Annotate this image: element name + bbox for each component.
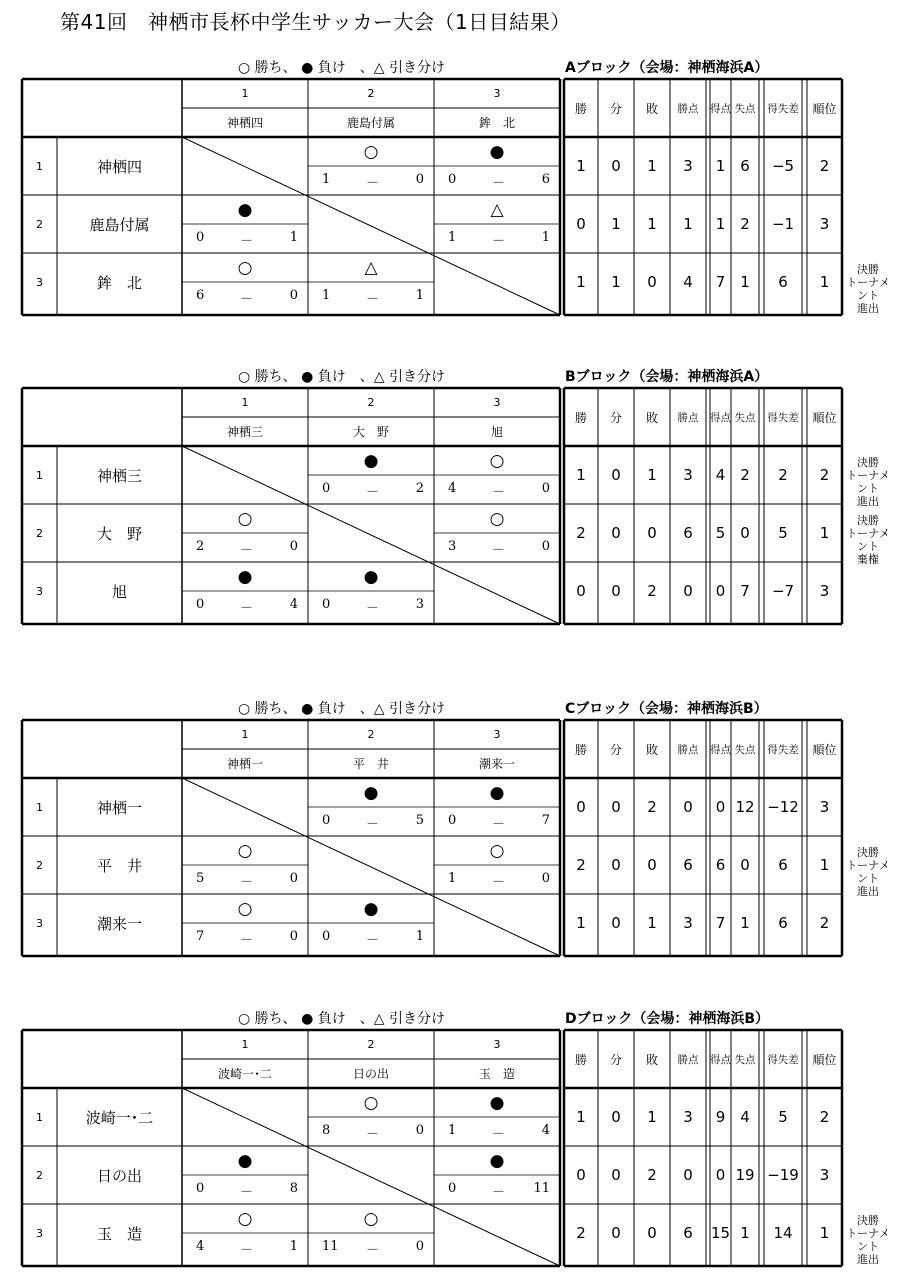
result-mark: ● <box>237 1150 253 1171</box>
score-dash: － <box>366 1127 380 1142</box>
stat-header: 得点 <box>710 743 731 756</box>
stat-value: 2 <box>740 466 750 484</box>
stat-value: 7 <box>715 273 726 291</box>
stat-value: 0 <box>611 1108 621 1126</box>
score-for: 1 <box>448 871 457 886</box>
score-against: 0 <box>289 288 298 303</box>
stat-value: 0 <box>611 1224 621 1242</box>
block-table <box>22 79 842 315</box>
row-team-name: 神栖一 <box>96 798 142 817</box>
score-against: 0 <box>415 1239 424 1254</box>
stat-value: 0 <box>715 1166 726 1184</box>
score-dash: － <box>366 933 380 948</box>
score-for: 0 <box>322 481 331 496</box>
column-number: 3 <box>493 87 501 100</box>
stat-header: 勝 <box>574 410 587 425</box>
result-mark: ○ <box>363 1208 379 1229</box>
block-table <box>22 388 842 624</box>
result-mark: ○ <box>489 508 505 529</box>
stat-value: 7 <box>715 914 726 932</box>
stat-value: 14 <box>773 1224 793 1242</box>
block-table <box>22 720 842 956</box>
stat-value: 1 <box>647 157 657 175</box>
stat-header: 得失差 <box>767 743 799 756</box>
score-for: 1 <box>448 1123 457 1138</box>
result-mark: ● <box>489 1150 505 1171</box>
stat-value: 1 <box>576 157 586 175</box>
result-mark: ● <box>363 450 379 471</box>
stat-value: 1 <box>576 273 586 291</box>
stat-value: 2 <box>576 524 586 542</box>
qualification-note: 決勝 トーナメント 進出 <box>846 263 890 315</box>
score-dash: － <box>492 485 506 500</box>
score-for: 7 <box>196 929 205 944</box>
block-label: Aブロック（会場：神栖海浜A） <box>565 60 769 76</box>
score-dash: － <box>240 933 254 948</box>
score-for: 6 <box>196 288 205 303</box>
column-number: 2 <box>367 1038 375 1051</box>
stat-value: 2 <box>819 466 830 484</box>
row-team-name: 玉 造 <box>96 1224 142 1243</box>
stat-header: 失点 <box>734 743 756 756</box>
stat-value: 15 <box>710 1224 731 1242</box>
stat-header: 敗 <box>645 742 658 757</box>
score-against: 0 <box>541 481 550 496</box>
score-dash: － <box>366 601 380 616</box>
stat-value: 1 <box>740 914 750 932</box>
column-number: 3 <box>493 1038 501 1051</box>
score-against: 2 <box>415 481 424 496</box>
column-team-name: 神栖一 <box>226 757 263 771</box>
stat-value: 3 <box>819 1166 830 1184</box>
stat-value: 1 <box>819 856 830 874</box>
score-for: 4 <box>196 1239 205 1254</box>
row-number: 2 <box>36 526 43 540</box>
stat-value: 6 <box>740 157 750 175</box>
stat-value: 1 <box>576 466 586 484</box>
stat-value: 1 <box>740 273 750 291</box>
stat-value: 9 <box>715 1108 726 1126</box>
row-team-name: 神栖三 <box>96 466 142 485</box>
column-team-name: 神栖三 <box>226 425 263 439</box>
stat-value: 1 <box>576 1108 586 1126</box>
stat-header: 失点 <box>734 411 756 424</box>
stat-value: −7 <box>771 582 795 600</box>
stat-header: 分 <box>609 742 622 757</box>
stat-value: 1 <box>683 215 693 233</box>
stat-value: 1 <box>715 157 726 175</box>
stat-header: 敗 <box>645 1052 658 1067</box>
stat-value: 5 <box>715 524 726 542</box>
score-for: 5 <box>196 871 205 886</box>
stat-header: 得失差 <box>767 1053 799 1066</box>
row-team-name: 平 井 <box>96 856 142 875</box>
stat-value: 0 <box>611 582 621 600</box>
row-number: 1 <box>36 1110 43 1124</box>
score-against: 0 <box>541 871 550 886</box>
result-mark: ● <box>489 782 505 803</box>
score-dash: － <box>492 1127 506 1142</box>
stat-value: 0 <box>683 1166 693 1184</box>
score-dash: － <box>366 292 380 307</box>
stat-value: 3 <box>683 914 693 932</box>
column-team-name: 潮来一 <box>478 757 515 771</box>
stat-header: 得失差 <box>767 411 799 424</box>
stat-value: 2 <box>647 798 657 816</box>
stat-value: 0 <box>611 856 621 874</box>
score-dash: － <box>366 176 380 191</box>
stat-value: 0 <box>611 466 621 484</box>
stat-value: 2 <box>778 466 788 484</box>
legend: ○ 勝ち、 ● 負け 、△ 引き分け <box>238 1011 445 1027</box>
score-dash: － <box>492 875 506 890</box>
column-team-name: 平 井 <box>352 757 389 771</box>
row-number: 3 <box>36 1226 43 1240</box>
stat-header: 分 <box>609 410 622 425</box>
score-dash: － <box>240 543 254 558</box>
column-team-name: 旭 <box>490 425 503 439</box>
result-mark: ● <box>237 199 253 220</box>
stat-value: 1 <box>715 215 726 233</box>
stat-header: 敗 <box>645 101 658 116</box>
stat-value: 19 <box>735 1166 755 1184</box>
stat-header: 勝 <box>574 1052 587 1067</box>
block-label: Dブロック（会場：神栖海浜B） <box>565 1011 770 1027</box>
column-number: 1 <box>241 87 249 100</box>
row-team-name: 潮来一 <box>96 914 142 933</box>
score-for: 0 <box>448 172 457 187</box>
stat-value: 6 <box>715 856 726 874</box>
stat-value: 1 <box>740 1224 750 1242</box>
column-team-name: 神栖四 <box>226 116 263 130</box>
stat-value: 0 <box>611 914 621 932</box>
row-number: 3 <box>36 916 43 930</box>
score-for: 4 <box>448 481 457 496</box>
stat-header: 得点 <box>710 1053 731 1066</box>
score-for: 0 <box>322 597 331 612</box>
stat-value: 1 <box>647 466 657 484</box>
column-team-name: 鹿島付属 <box>346 116 395 130</box>
stat-value: 4 <box>715 466 726 484</box>
stat-value: 2 <box>740 215 750 233</box>
stat-header: 失点 <box>734 1053 756 1066</box>
stat-value: 0 <box>611 524 621 542</box>
column-number: 2 <box>367 728 375 741</box>
stat-value: 2 <box>647 582 657 600</box>
score-dash: － <box>366 1243 380 1258</box>
score-for: 0 <box>322 929 331 944</box>
stat-header: 順位 <box>812 101 837 116</box>
score-dash: － <box>240 1185 254 1200</box>
legend: ○ 勝ち、 ● 負け 、△ 引き分け <box>238 60 445 76</box>
stat-value: 0 <box>647 856 657 874</box>
score-against: 1 <box>541 230 550 245</box>
stat-value: 3 <box>819 582 830 600</box>
stat-value: 3 <box>683 466 693 484</box>
result-mark: ● <box>489 141 505 162</box>
stat-value: 1 <box>611 215 621 233</box>
score-for: 0 <box>322 813 331 828</box>
stat-value: 2 <box>647 1166 657 1184</box>
stat-value: 0 <box>683 798 693 816</box>
row-number: 2 <box>36 1168 43 1182</box>
result-mark: ○ <box>237 257 253 278</box>
column-number: 3 <box>493 396 501 409</box>
score-against: 7 <box>541 813 550 828</box>
stat-value: 0 <box>740 524 750 542</box>
result-mark: ● <box>363 898 379 919</box>
stat-value: 5 <box>778 524 788 542</box>
row-team-name: 旭 <box>111 582 127 601</box>
legend: ○ 勝ち、 ● 負け 、△ 引き分け <box>238 369 445 385</box>
score-for: 11 <box>322 1239 339 1254</box>
result-mark: ○ <box>363 1092 379 1113</box>
column-number: 1 <box>241 396 249 409</box>
stat-value: 2 <box>819 914 830 932</box>
stat-value: 4 <box>740 1108 750 1126</box>
stat-value: 2 <box>576 856 586 874</box>
stat-value: 3 <box>683 1108 693 1126</box>
score-against: 5 <box>415 813 424 828</box>
result-mark: ● <box>489 1092 505 1113</box>
score-against: 1 <box>415 929 424 944</box>
column-team-name: 波崎一･二 <box>217 1067 272 1081</box>
stat-value: 3 <box>683 157 693 175</box>
stat-value: 6 <box>683 856 693 874</box>
stat-value: 0 <box>647 1224 657 1242</box>
score-for: 0 <box>448 813 457 828</box>
stat-value: −5 <box>771 157 795 175</box>
stat-header: 順位 <box>812 410 837 425</box>
score-against: 6 <box>541 172 550 187</box>
score-against: 0 <box>541 539 550 554</box>
qualification-note: 決勝 トーナメント 進出 <box>846 846 890 898</box>
score-dash: － <box>492 817 506 832</box>
score-against: 0 <box>289 871 298 886</box>
row-team-name: 神栖四 <box>96 157 142 176</box>
stat-value: −19 <box>767 1166 799 1184</box>
stat-value: 1 <box>611 273 621 291</box>
stat-value: 12 <box>735 798 755 816</box>
stat-header: 得点 <box>710 411 731 424</box>
stat-value: −1 <box>771 215 795 233</box>
stat-value: 1 <box>647 1108 657 1126</box>
score-for: 1 <box>448 230 457 245</box>
stat-value: 0 <box>611 1166 621 1184</box>
result-mark: ○ <box>237 1208 253 1229</box>
stat-value: 0 <box>647 524 657 542</box>
stat-header: 順位 <box>812 742 837 757</box>
score-against: 1 <box>289 1239 298 1254</box>
stat-value: 1 <box>819 273 830 291</box>
stat-value: 0 <box>576 582 586 600</box>
result-mark: ● <box>363 566 379 587</box>
result-mark: ○ <box>237 898 253 919</box>
stat-header: 敗 <box>645 410 658 425</box>
score-dash: － <box>492 1185 506 1200</box>
row-number: 1 <box>36 159 43 173</box>
score-for: 0 <box>448 1181 457 1196</box>
column-team-name: 玉 造 <box>478 1067 515 1081</box>
row-number: 2 <box>36 217 43 231</box>
stat-value: 0 <box>576 1166 586 1184</box>
stat-value: 1 <box>647 215 657 233</box>
result-mark: △ <box>364 257 378 278</box>
stat-value: 1 <box>576 914 586 932</box>
column-number: 2 <box>367 87 375 100</box>
stat-header: 勝点 <box>677 411 699 424</box>
score-dash: － <box>366 485 380 500</box>
column-number: 3 <box>493 728 501 741</box>
score-against: 8 <box>289 1181 298 1196</box>
qualification-note: 決勝 トーナメント 棄権 <box>846 514 890 566</box>
score-for: 1 <box>322 172 331 187</box>
score-for: 2 <box>196 539 205 554</box>
score-dash: － <box>492 234 506 249</box>
score-for: 0 <box>196 230 205 245</box>
stat-value: 1 <box>819 524 830 542</box>
legend: ○ 勝ち、 ● 負け 、△ 引き分け <box>238 701 445 717</box>
stat-value: 3 <box>819 798 830 816</box>
stat-value: 6 <box>683 1224 693 1242</box>
score-against: 1 <box>289 230 298 245</box>
qualification-note: 決勝 トーナメント 進出 <box>846 456 890 508</box>
result-mark: ● <box>363 782 379 803</box>
qualification-note: 決勝 トーナメント 進出 <box>846 1214 890 1266</box>
score-against: 1 <box>415 288 424 303</box>
score-dash: － <box>492 543 506 558</box>
score-against: 4 <box>289 597 298 612</box>
stat-header: 分 <box>609 101 622 116</box>
stat-value: −12 <box>767 798 799 816</box>
stat-value: 6 <box>778 856 788 874</box>
stat-header: 得点 <box>710 102 731 115</box>
stat-header: 失点 <box>734 102 756 115</box>
score-against: 11 <box>533 1181 550 1196</box>
column-number: 1 <box>241 1038 249 1051</box>
result-mark: ○ <box>237 508 253 529</box>
stat-value: 5 <box>778 1108 788 1126</box>
score-dash: － <box>240 234 254 249</box>
score-dash: － <box>240 601 254 616</box>
score-against: 0 <box>415 172 424 187</box>
score-for: 8 <box>322 1123 331 1138</box>
block-label: Cブロック（会場：神栖海浜B） <box>565 701 768 717</box>
row-number: 1 <box>36 800 43 814</box>
row-team-name: 鹿島付属 <box>89 215 150 234</box>
row-number: 3 <box>36 584 43 598</box>
score-against: 0 <box>415 1123 424 1138</box>
result-mark: ○ <box>363 141 379 162</box>
score-against: 4 <box>541 1123 550 1138</box>
stat-value: 7 <box>740 582 750 600</box>
score-dash: － <box>240 292 254 307</box>
row-team-name: 波崎一･二 <box>85 1108 154 1127</box>
score-dash: － <box>240 1243 254 1258</box>
score-dash: － <box>240 875 254 890</box>
stat-value: 6 <box>778 914 788 932</box>
result-mark: ○ <box>489 450 505 471</box>
stat-value: 0 <box>740 856 750 874</box>
page-title: 第41回 神栖市長杯中学生サッカー大会（1日目結果） <box>60 10 571 34</box>
block-table <box>22 1030 842 1266</box>
stat-value: 0 <box>576 215 586 233</box>
score-dash: － <box>366 817 380 832</box>
stat-value: 6 <box>778 273 788 291</box>
stat-header: 分 <box>609 1052 622 1067</box>
row-number: 2 <box>36 858 43 872</box>
stat-header: 勝点 <box>677 102 699 115</box>
stat-header: 勝 <box>574 101 587 116</box>
stat-header: 順位 <box>812 1052 837 1067</box>
stat-header: 勝点 <box>677 1053 699 1066</box>
score-against: 3 <box>415 597 424 612</box>
stat-value: 0 <box>715 798 726 816</box>
result-mark: ○ <box>237 840 253 861</box>
stat-value: 1 <box>647 914 657 932</box>
stat-header: 勝点 <box>677 743 699 756</box>
result-mark: △ <box>490 199 504 220</box>
stat-value: 0 <box>715 582 726 600</box>
column-team-name: 鉾 北 <box>478 116 515 130</box>
stat-header: 得失差 <box>767 102 799 115</box>
stat-header: 勝 <box>574 742 587 757</box>
stat-value: 4 <box>683 273 693 291</box>
score-for: 0 <box>196 597 205 612</box>
stat-value: 0 <box>647 273 657 291</box>
stat-value: 0 <box>611 157 621 175</box>
column-number: 1 <box>241 728 249 741</box>
stat-value: 0 <box>683 582 693 600</box>
stat-value: 6 <box>683 524 693 542</box>
score-against: 0 <box>289 929 298 944</box>
stat-value: 0 <box>576 798 586 816</box>
column-team-name: 大 野 <box>352 425 389 439</box>
stat-value: 1 <box>819 1224 830 1242</box>
column-number: 2 <box>367 396 375 409</box>
row-number: 3 <box>36 275 43 289</box>
row-team-name: 日の出 <box>96 1166 142 1185</box>
result-mark: ● <box>237 566 253 587</box>
result-mark: ○ <box>489 840 505 861</box>
score-for: 3 <box>448 539 457 554</box>
stat-value: 2 <box>576 1224 586 1242</box>
block-label: Bブロック（会場：神栖海浜A） <box>565 369 769 385</box>
row-team-name: 鉾 北 <box>96 273 142 292</box>
stat-value: 3 <box>819 215 830 233</box>
score-for: 1 <box>322 288 331 303</box>
stat-value: 0 <box>611 798 621 816</box>
row-team-name: 大 野 <box>96 524 142 543</box>
stat-value: 2 <box>819 157 830 175</box>
row-number: 1 <box>36 468 43 482</box>
stat-value: 2 <box>819 1108 830 1126</box>
score-for: 0 <box>196 1181 205 1196</box>
score-against: 0 <box>289 539 298 554</box>
column-team-name: 日の出 <box>352 1067 389 1081</box>
score-dash: － <box>492 176 506 191</box>
